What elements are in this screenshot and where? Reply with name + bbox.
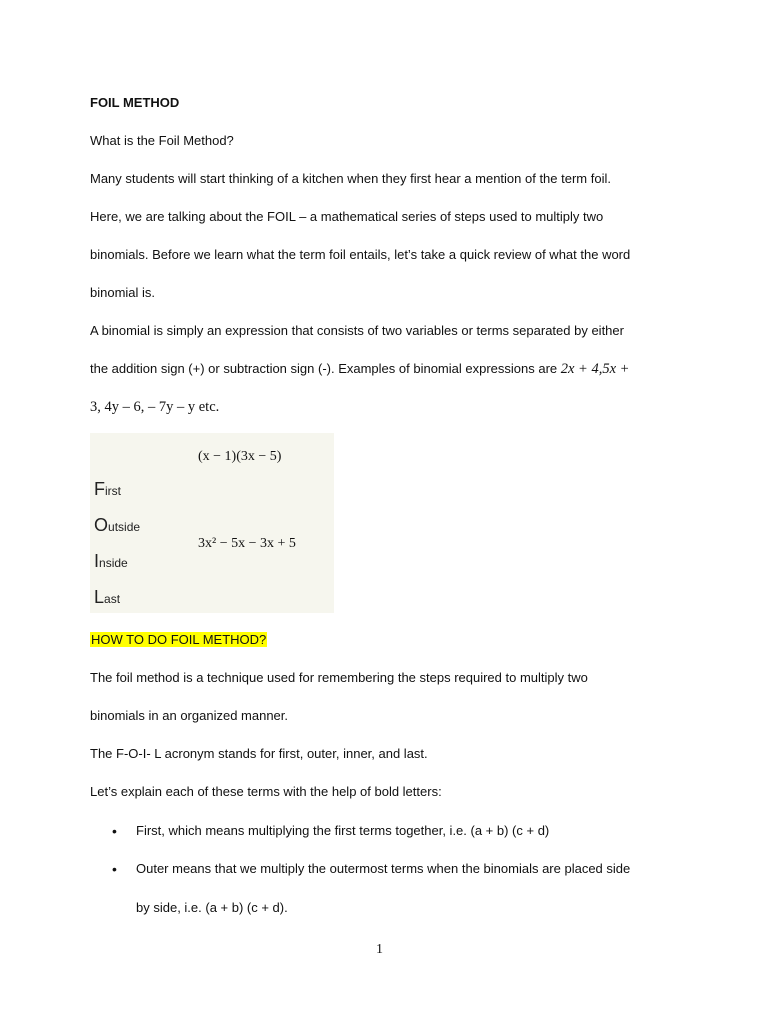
figure-word-initial: L: [94, 587, 105, 607]
bullet-item-continuation: by side, i.e. (a + b) (c + d).: [136, 900, 288, 915]
bullet-item: Outer means that we multiply the outermost terms when the binomials are placed side: [136, 861, 631, 876]
figure-word-last: [94, 587, 120, 608]
paragraph-line: A binomial is simply an expression that consists of two variables or terms separated by either: [90, 323, 624, 338]
figure-word-inside: [94, 551, 128, 572]
section-heading: [90, 632, 267, 648]
highlighted-heading: HOW TO DO FOIL METHOD?: [91, 632, 267, 647]
figure-word-rest: ast: [104, 592, 121, 606]
paragraph-line: binomials in an organized manner.: [90, 708, 289, 723]
paragraph-line: binomial is.: [90, 285, 156, 300]
figure-word-rest: irst: [105, 484, 121, 498]
figure-expression: (x − 1)(3x − 5): [198, 449, 282, 464]
foil-figure: [90, 433, 334, 613]
bullet-icon: •: [112, 861, 117, 877]
bullet-item: First, which means multiplying the first terms together, i.e. (a + b) (c + d): [136, 823, 550, 838]
figure-word-first: [94, 479, 121, 500]
figure-word-initial: O: [94, 515, 109, 535]
paragraph-line: Here, we are talking about the FOIL – a mathematical series of steps used to multiply two: [90, 209, 604, 224]
paragraph-line: Let’s explain each of these terms with the help of bold letters:: [90, 784, 442, 799]
figure-word-rest: utside: [108, 520, 141, 534]
paragraph-line: Many students will start thinking of a kitchen when they first hear a mention of the term foil.: [90, 171, 611, 186]
figure-word-initial: F: [94, 479, 105, 499]
paragraph-text: the addition sign (+) or subtraction sign (-). Examples of binomial expressions are: [90, 361, 561, 376]
paragraph-line: binomials. Before we learn what the term foil entails, let’s take a quick review of what the word: [90, 247, 631, 262]
page-number: 1: [376, 942, 383, 957]
figure-result: 3x² − 5x − 3x + 5: [198, 536, 296, 551]
bullet-icon: •: [112, 823, 117, 839]
paragraph-line: The F-O-I- L acronym stands for first, outer, inner, and last.: [90, 746, 428, 761]
math-expression: 2x + 4,5x +: [560, 361, 630, 377]
document-title: FOIL METHOD: [90, 95, 180, 110]
paragraph-line: The foil method is a technique used for remembering the steps required to multiply two: [90, 670, 588, 685]
figure-word-initial: I: [94, 551, 100, 571]
figure-word-outside: [94, 515, 140, 536]
question-heading: What is the Foil Method?: [90, 133, 234, 148]
paragraph-line: [90, 361, 629, 377]
math-expression-line: 3, 4y – 6, – 7y – y etc.: [90, 399, 220, 415]
figure-word-rest: nside: [99, 556, 128, 570]
